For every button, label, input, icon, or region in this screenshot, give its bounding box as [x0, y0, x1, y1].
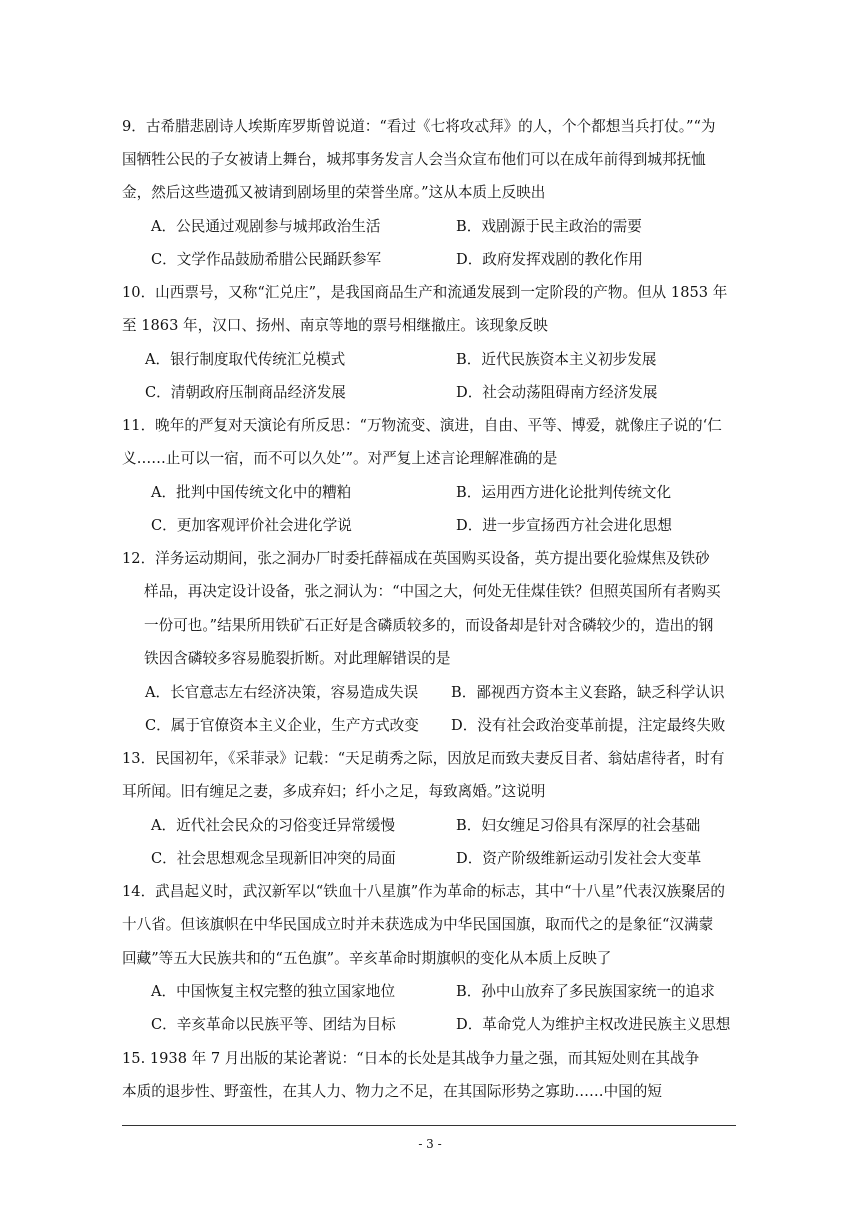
question-12-option-d: D．没有社会政治变革前提，注定最终失败 [451, 717, 726, 734]
question-13-option-a: A．近代社会民众的习俗变迁异常缓慢 [151, 817, 396, 834]
question-13-option-d: D．资产阶级维新运动引发社会大变革 [456, 850, 702, 867]
footer-divider [122, 1125, 736, 1126]
question-12-stem: 12．洋务运动期间，张之洞办厂时委托薛福成在英国购买设备，英方提出要化验煤焦及铁砂 [122, 550, 710, 567]
page-number: - 3 - [418, 1137, 442, 1151]
question-15-stem-line: 本质的退步性、野蛮性，在其人力、物力之不足，在其国际形势之寡助……中国的短 [122, 1083, 662, 1100]
question-10-option-b: B．近代民族资本主义初步发展 [456, 351, 657, 368]
question-9-option-b: B．戏剧源于民主政治的需要 [456, 218, 642, 235]
question-11-stem: 11．晚年的严复对天演论有所反思：“万物流变、演进，自由、平等、博爱，就像庄子说的‘仁 [122, 417, 722, 434]
question-9-stem-line: 国牺牲公民的子女被请上舞台，城邦事务发言人会当众宣布他们可以在成年前得到城邦抚恤 [122, 151, 706, 168]
question-10-option-c: C．清朝政府压制商品经济发展 [145, 384, 346, 401]
question-12-option-b: B．鄙视西方资本主义套路，缺乏科学认识 [451, 684, 725, 701]
question-10-option-a: A．银行制度取代传统汇兑模式 [145, 351, 346, 368]
question-14-option-a: A．中国恢复主权完整的独立国家地位 [151, 983, 396, 1000]
question-9-stem: 9．古希腊悲剧诗人埃斯库罗斯曾说道：“看过《七将攻忒拜》的人，个个都想当兵打仗。”“为 [122, 118, 716, 135]
question-12-option-c: C．属于官僚资本主义企业，生产方式改变 [145, 717, 419, 734]
question-10-stem-line: 至 1863 年，汉口、扬州、南京等地的票号相继撤庄。该现象反映 [122, 317, 548, 334]
question-11-stem-line: 义……止可以一宿，而不可以久处’”。对严复上述言论理解准确的是 [122, 450, 558, 467]
question-13-option-b: B．妇女缠足习俗具有深厚的社会基础 [456, 817, 701, 834]
question-14-stem-line: 十八省。但该旗帜在中华民国成立时并未获选成为中华民国国旗，取而代之的是象征“汉满蒙 [122, 916, 714, 933]
question-11-option-b: B．运用西方进化论批判传统文化 [456, 484, 672, 501]
question-13-stem-line: 耳所闻。旧有缠足之妻，多成弃妇；纤小之足，每致离婚。”这说明 [122, 783, 546, 800]
question-12-stem-line: 铁因含磷较多容易脆裂折断。对此理解错误的是 [144, 650, 451, 667]
question-11-option-c: C．更加客观评价社会进化学说 [151, 517, 352, 534]
question-9-option-a: A．公民通过观剧参与城邦政治生活 [151, 218, 381, 235]
question-9-option-c: C．文学作品鼓励希腊公民踊跃参军 [151, 251, 382, 268]
question-10-option-d: D．社会动荡阻碍南方经济发展 [456, 384, 658, 401]
question-10-stem: 10．山西票号，又称“汇兑庄”，是我国商品生产和流通发展到一定阶段的产物。但从 1853 年 [122, 284, 728, 301]
question-15-stem: 15. 1938 年 7 月出版的某论著说：“日本的长处是其战争力量之强，而其短处则在其战争 [122, 1050, 700, 1067]
question-14-option-b: B．孙中山放弃了多民族国家统一的追求 [456, 983, 715, 1000]
question-12-stem-line: 一份可也。”结果所用铁矿石正好是含磷质较多的，而设备却是针对含磷较少的，造出的钢 [144, 617, 714, 634]
question-9-stem-line: 金，然后这些遗孤又被请到剧场里的荣誉坐席。”这从本质上反映出 [122, 184, 546, 201]
question-13-option-c: C．社会思想观念呈现新旧冲突的局面 [151, 850, 396, 867]
question-14-option-d: D．革命党人为维护主权改进民族主义思想 [456, 1016, 731, 1033]
question-14-option-c: C．辛亥革命以民族平等、团结为目标 [151, 1016, 396, 1033]
question-11-option-d: D．进一步宣扬西方社会进化思想 [456, 517, 673, 534]
question-12-stem-line: 样品，再决定设计设备，张之洞认为：“中国之大，何处无佳煤佳铁？但照英国所有者购买 [144, 583, 721, 600]
question-14-stem-line: 回藏”等五大民族共和的“五色旗”。辛亥革命时期旗帜的变化从本质上反映了 [122, 950, 612, 967]
question-13-stem: 13．民国初年，《采菲录》记载：“天足萌秀之际，因放足而致夫妻反目者、翁姑虐待者，时有 [122, 750, 725, 767]
question-9-option-d: D．政府发挥戏剧的教化作用 [456, 251, 643, 268]
question-11-option-a: A．批判中国传统文化中的糟粕 [151, 484, 352, 501]
question-14-stem: 14．武昌起义时，武汉新军以“铁血十八星旗”作为革命的标志，其中“十八星”代表汉族聚居的 [122, 883, 725, 900]
question-12-option-a: A．长官意志左右经济决策，容易造成失误 [145, 684, 419, 701]
